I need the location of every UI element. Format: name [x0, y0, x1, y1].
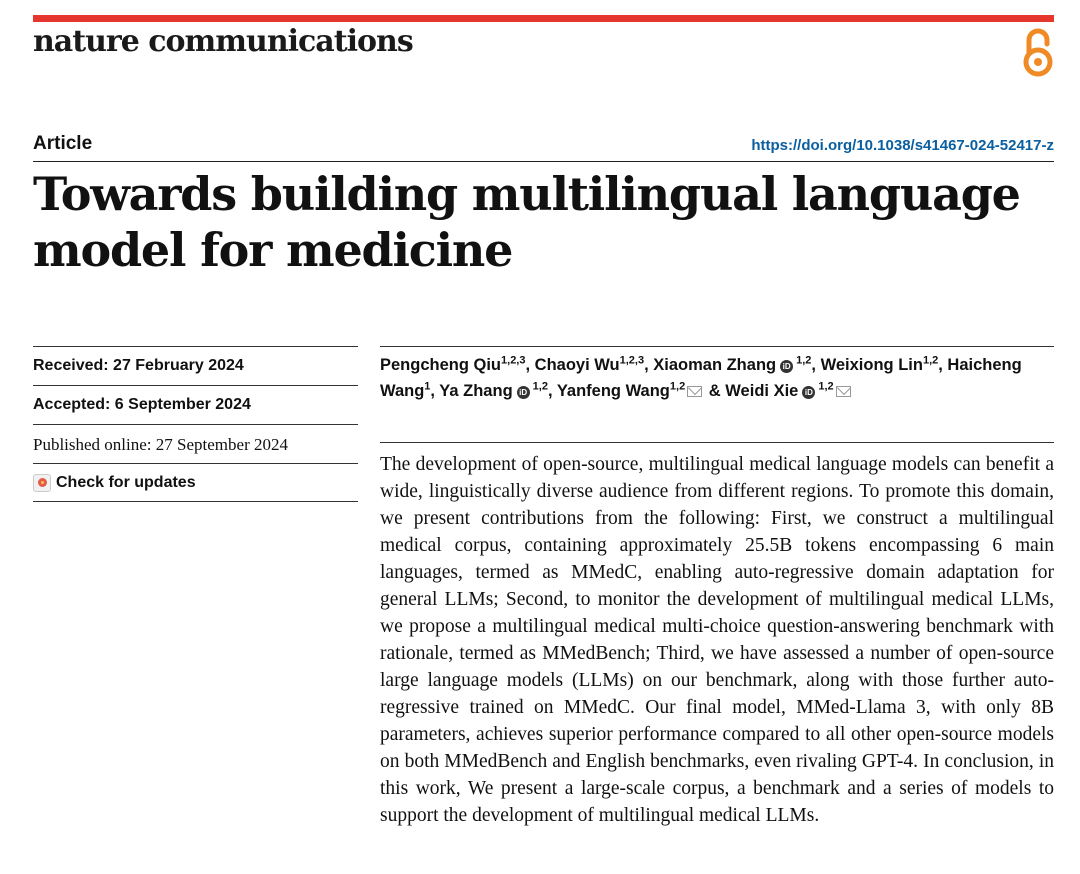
- affiliation-superscript: 1,2,3: [619, 354, 645, 367]
- divider: [380, 346, 1054, 347]
- author-name[interactable]: Pengcheng Qiu: [380, 356, 502, 374]
- published-row: [33, 424, 358, 463]
- author-separator: ,: [938, 356, 948, 374]
- affiliation-superscript: 1,2,3: [501, 354, 526, 367]
- affiliation-superscript: 1,2: [796, 354, 812, 367]
- accepted-row: [33, 385, 358, 424]
- author-name[interactable]: Weidi Xie: [725, 382, 799, 400]
- author-name[interactable]: Chaoyi Wu: [534, 356, 620, 374]
- received-row: [33, 346, 358, 385]
- author-name[interactable]: Haicheng Wang: [380, 356, 1022, 400]
- author-separator: ,: [644, 356, 654, 374]
- affiliation-superscript: 1,2: [818, 380, 834, 393]
- orcid-icon[interactable]: iD: [780, 360, 793, 373]
- top-accent-bar: [33, 15, 1054, 22]
- accepted-date: Accepted: 6 September 2024: [33, 396, 251, 413]
- orcid-icon[interactable]: iD: [517, 386, 530, 399]
- author-list: [380, 352, 1054, 404]
- author-separator: ,: [547, 382, 557, 400]
- affiliation-superscript: 1,2: [922, 354, 939, 367]
- author-name[interactable]: Weixiong Lin: [820, 356, 923, 374]
- divider: [380, 442, 1054, 443]
- article-title: Towards building multilingual language model for medicine: [33, 167, 1020, 277]
- email-icon[interactable]: [687, 386, 702, 397]
- affiliation-superscript: 1,2: [532, 380, 548, 393]
- published-date: Published online: 27 September 2024: [33, 435, 288, 454]
- article-dates: [33, 346, 358, 502]
- author-name[interactable]: Yanfeng Wang: [556, 382, 670, 400]
- check-for-updates-label: Check for updates: [56, 474, 196, 491]
- check-for-updates-icon: [33, 474, 51, 492]
- affiliation-superscript: 1: [424, 380, 431, 393]
- doi-link[interactable]: https://doi.org/10.1038/s41467-024-52417-z: [751, 137, 1054, 154]
- article-type: Article: [33, 133, 93, 154]
- open-access-icon: [1020, 26, 1056, 78]
- orcid-icon[interactable]: iD: [802, 386, 815, 399]
- author-separator: ,: [525, 356, 535, 374]
- author-name[interactable]: Xiaoman Zhang: [653, 356, 777, 374]
- author-name[interactable]: Ya Zhang: [439, 382, 513, 400]
- author-separator: ,: [811, 356, 821, 374]
- author-separator: &: [704, 382, 726, 400]
- affiliation-superscript: 1,2: [669, 380, 686, 393]
- abstract-text: The development of open-source, multilingual medical language models can benefit a wide, linguistically diverse audience from different regions. To promote this domain, we present contributions from the following: First, we construct a multilingual medical corpus, containing approximately 25.5B tokens encompassing 6 main languages, termed as MMedC, enabling auto-regressive domain adaptation for general LLMs; Second, to monitor the development of multilingual medical LLMs, we propose a multilingual medical multi-choice question-answering benchmark with rationale, termed as MMedBench; Third, we have assessed a number of open-source large language models (LLMs) on our benchmark, along with those further auto-regressive trained on MMedC. Our final model, MMed-Llama 3, with only 8B parameters, achieves superior performance compared to all other open-source models on both MMedBench and English benchmarks, even rivaling GPT-4. In conclusion, in this work, We present a large-scale corpus, a benchmark and a series of models to support the development of multilingual medical LLMs.: [380, 454, 1054, 826]
- divider: [33, 161, 1054, 162]
- author-separator: ,: [430, 382, 440, 400]
- journal-logo[interactable]: nature communications: [33, 24, 413, 59]
- received-date: Received: 27 February 2024: [33, 357, 244, 374]
- email-icon[interactable]: [836, 386, 851, 397]
- check-for-updates[interactable]: [33, 463, 358, 502]
